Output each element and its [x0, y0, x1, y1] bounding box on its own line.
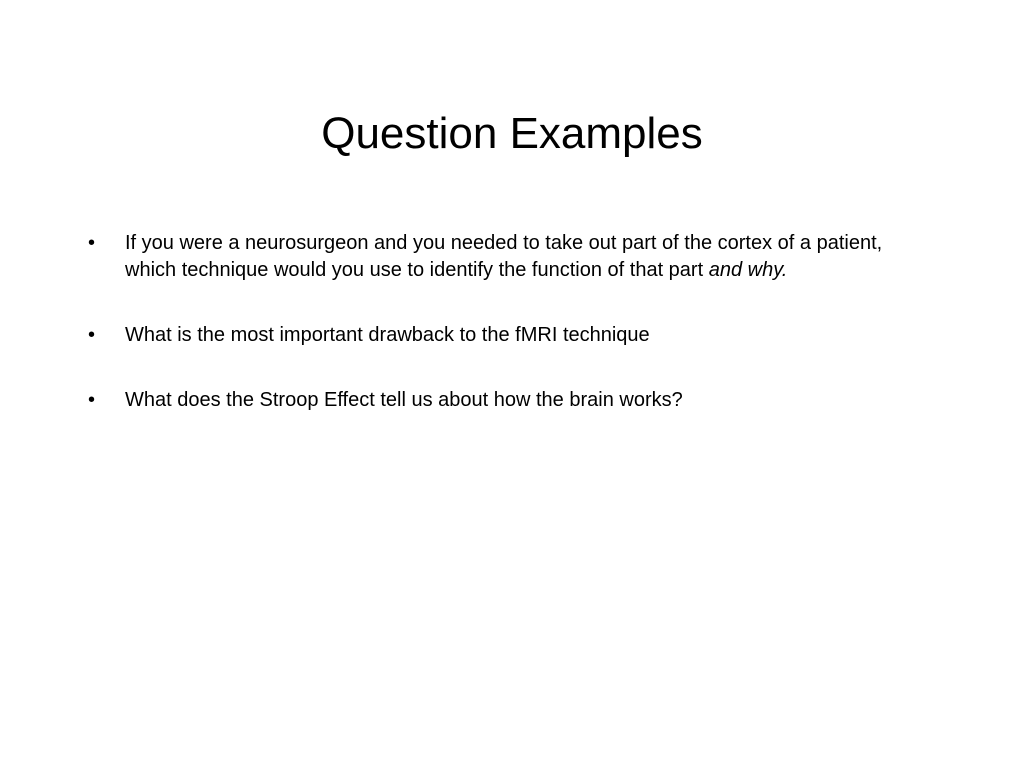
bullet-emphasis-text: and why. [708, 259, 788, 281]
bullet-list [88, 230, 928, 452]
bullet-text: What is the most important drawback to the fMRI technique [125, 324, 650, 346]
bullet-dot-icon: • [88, 324, 96, 346]
bullet-item [88, 230, 928, 284]
slide-title: Question Examples [321, 109, 703, 158]
bullet-dot-icon: • [88, 389, 96, 411]
bullet-item [88, 322, 928, 349]
bullet-dot-icon: • [88, 232, 96, 254]
bullet-item [88, 387, 928, 414]
bullet-text: If you were a neurosurgeon and you needed to take out part of the cortex of a patient, which technique would you use to identify the function of that part [125, 232, 883, 281]
bullet-text: What does the Stroop Effect tell us about how the brain works? [125, 389, 683, 411]
